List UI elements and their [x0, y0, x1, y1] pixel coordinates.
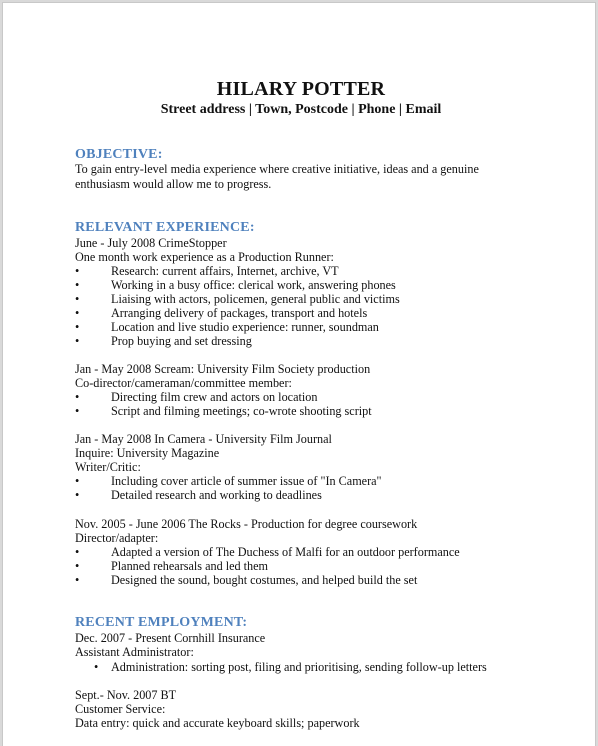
job-role: Director/adapter:: [75, 531, 159, 545]
list-item-text: Designed the sound, bought costumes, and helped build the set: [111, 573, 418, 587]
bullet-mark: •: [75, 334, 80, 348]
bullet-mark: •: [75, 488, 80, 502]
bullet-mark: •: [75, 306, 80, 320]
objective-line: enthusiasm would allow me to progress.: [75, 177, 272, 191]
job-role: Assistant Administrator:: [75, 645, 194, 659]
experience-heading: RELEVANT EXPERIENCE:: [75, 220, 255, 235]
job-detail: Data entry: quick and accurate keyboard skills; paperwork: [75, 716, 360, 730]
bullet-mark: •: [75, 404, 80, 418]
list-item-text: Arranging delivery of packages, transport and hotels: [111, 306, 368, 320]
resume-name: HILARY POTTER: [216, 78, 386, 100]
bullet-mark: •: [75, 320, 80, 334]
objective-heading: OBJECTIVE:: [75, 147, 163, 162]
bullet-mark: •: [75, 264, 80, 278]
bullet-mark: •: [75, 559, 80, 573]
objective-line: To gain entry-level media experience where creative initiative, ideas and a genuine: [75, 162, 479, 176]
job-role: Writer/Critic:: [75, 460, 141, 474]
bullet-mark: •: [75, 474, 80, 488]
bullet-mark: •: [94, 660, 99, 674]
list-item-text: Detailed research and working to deadlines: [111, 488, 322, 502]
bullet-mark: •: [75, 278, 80, 292]
list-item-text: Including cover article of summer issue of "In Camera": [111, 474, 382, 488]
job-role: One month work experience as a Production Runner:: [75, 250, 334, 264]
list-item-text: Administration: sorting post, filing and prioritising, sending follow-up letters: [111, 660, 487, 674]
list-item-text: Liaising with actors, policemen, general public and victims: [111, 292, 400, 306]
document-page: [2, 2, 596, 746]
list-item-text: Planned rehearsals and led them: [111, 559, 269, 573]
bullet-mark: •: [75, 292, 80, 306]
contact-line: Street address | Town, Postcode | Phone | Email: [160, 102, 442, 117]
job-title: June - July 2008 CrimeStopper: [75, 236, 227, 250]
bullet-mark: •: [75, 390, 80, 404]
employment-heading: RECENT EMPLOYMENT:: [75, 615, 248, 630]
job-role: Co-director/cameraman/committee member:: [75, 376, 292, 390]
job-subtitle: Inquire: University Magazine: [75, 446, 220, 460]
job-title: Jan - May 2008 In Camera - University Film Journal: [75, 432, 332, 446]
list-item-text: Prop buying and set dressing: [111, 334, 252, 348]
bullet-mark: •: [75, 545, 80, 559]
list-item-text: Location and live studio experience: runner, soundman: [111, 320, 379, 334]
list-item-text: Working in a busy office: clerical work, answering phones: [111, 278, 396, 292]
list-item-text: Directing film crew and actors on location: [111, 390, 318, 404]
job-title: Nov. 2005 - June 2006 The Rocks - Production for degree coursework: [75, 517, 418, 531]
job-title: Jan - May 2008 Scream: University Film Society production: [75, 362, 371, 376]
job-title: Sept.- Nov. 2007 BT: [75, 688, 177, 702]
list-item-text: Adapted a version of The Duchess of Malfi for an outdoor performance: [111, 545, 460, 559]
list-item-text: Research: current affairs, Internet, archive, VT: [111, 264, 339, 278]
list-item-text: Script and filming meetings; co-wrote shooting script: [111, 404, 372, 418]
bullet-mark: •: [75, 573, 80, 587]
job-role: Customer Service:: [75, 702, 166, 716]
job-title: Dec. 2007 - Present Cornhill Insurance: [75, 631, 266, 645]
